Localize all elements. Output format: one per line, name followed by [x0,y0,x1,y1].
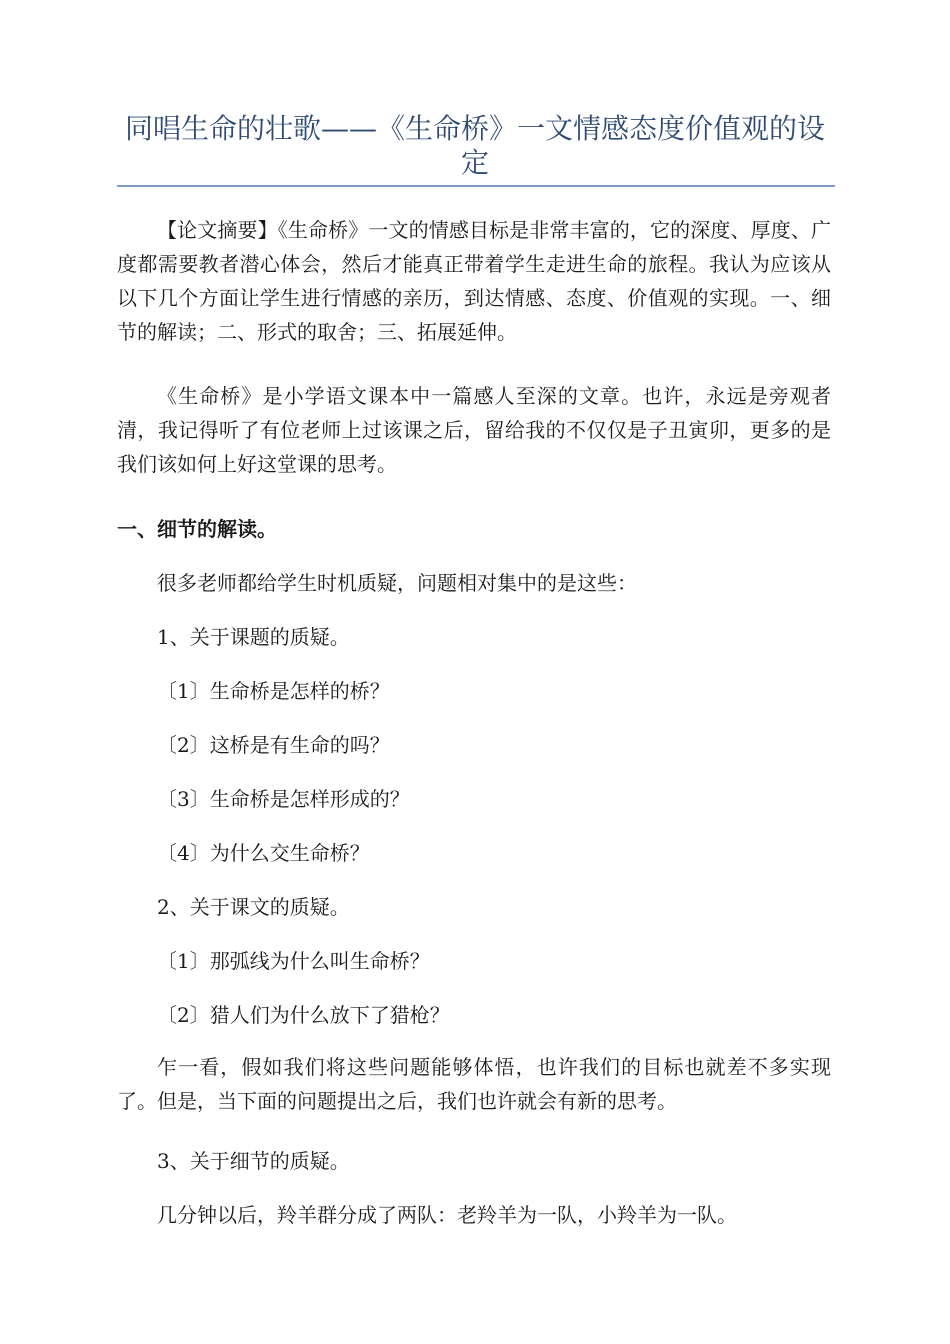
question-item: 〔3〕生命桥是怎样形成的？ [157,787,410,811]
document-title: 同唱生命的壮歌——《生命桥》一文情感态度价值观的设定 [124,112,825,179]
intro-paragraph: 《生命桥》是小学语文课本中一篇感人至深的文章。也许，永远是旁观者清，我记得听了有位老师上过该课之后，留给我的不仅仅是子丑寅卯，更多的是我们该如何上好这堂课的思考。 [117,384,831,476]
question-item: 〔2〕猎人们为什么放下了猎枪？ [157,1003,450,1027]
section-heading: 一、细节的解读。 [117,517,277,541]
question-group-title: 1、关于课题的质疑。 [157,625,350,649]
reflection-paragraph: 乍一看，假如我们将这些问题能够体悟，也许我们的目标也就差不多实现了。但是，当下面的问题提出之后，我们也许就会有新的思考。 [117,1055,831,1113]
section-lead-text: 很多老师都给学生时机质疑，问题相对集中的是这些： [157,571,637,595]
question-item: 〔2〕这桥是有生命的吗？ [157,733,390,757]
question-item: 〔4〕为什么交生命桥？ [157,841,370,865]
question-group-title: 2、关于课文的质疑。 [157,895,350,919]
question-group-title: 3、关于细节的质疑。 [157,1149,350,1173]
question-item: 〔1〕那弧线为什么叫生命桥？ [157,949,430,973]
title-underline [117,185,835,187]
question-item: 〔1〕生命桥是怎样的桥？ [157,679,390,703]
body-paragraph: 几分钟以后，羚羊群分成了两队：老羚羊为一队，小羚羊为一队。 [157,1203,737,1227]
abstract-paragraph: 【论文摘要】《生命桥》一文的情感目标是非常丰富的，它的深度、厚度、广度都需要教者潜心体会，然后才能真正带着学生走进生命的旅程。我认为应该从以下几个方面让学生进行情感的亲历，到达情感、态度、价值观的实现。一、细节的解读；二、形式的取舍；三、拓展延伸。 [117,218,831,344]
